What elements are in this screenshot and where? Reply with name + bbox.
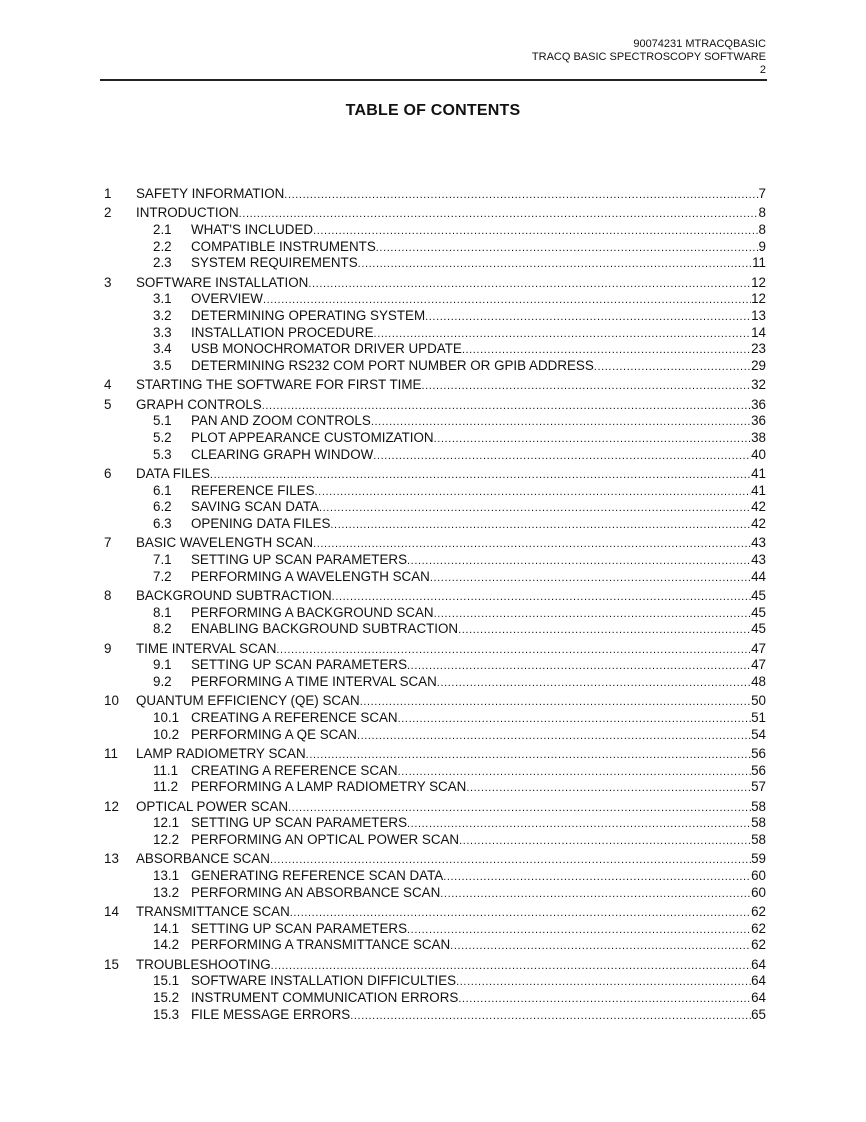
dot-leader [398, 711, 751, 728]
toc-chapter-entry[interactable] [0, 377, 866, 394]
toc-entry-line [191, 605, 766, 623]
toc-chapter-entry[interactable] [0, 588, 866, 605]
toc-entry-title: WHAT'S INCLUDED [191, 221, 314, 237]
toc-section-entry[interactable] [0, 358, 866, 375]
toc-chapter-entry[interactable] [0, 641, 866, 658]
toc-entry-title: INSTALLATION PROCEDURE [191, 324, 374, 340]
toc-entry-page: 43 [751, 535, 766, 551]
toc-entry-title: PAN AND ZOOM CONTROLS [191, 413, 371, 429]
toc-entry-page: 57 [751, 779, 766, 795]
toc-section-entry[interactable] [0, 325, 866, 342]
toc-entry-line [191, 341, 766, 359]
toc-section-entry[interactable] [0, 413, 866, 430]
toc-entry-number: 7.1 [153, 552, 172, 567]
toc-entry-line [191, 727, 766, 745]
toc-entry-page: 56 [751, 762, 766, 778]
dot-leader [407, 658, 751, 675]
toc-entry-line [191, 358, 766, 376]
toc-entry-line [191, 779, 766, 797]
toc-entry-line [191, 499, 766, 517]
toc-entry-line [191, 308, 766, 326]
toc-entry-line [136, 535, 766, 553]
toc-entry-line [191, 621, 766, 639]
dot-leader [319, 500, 751, 517]
toc-entry-line [191, 516, 766, 534]
dot-leader [263, 292, 751, 309]
toc-entry-title: PERFORMING A WAVELENGTH SCAN [191, 568, 430, 584]
toc-section-entry[interactable] [0, 727, 866, 744]
toc-entry-number: 10 [104, 693, 119, 709]
dot-leader [313, 536, 751, 553]
toc-entry-page: 12 [751, 291, 766, 307]
toc-section-entry[interactable] [0, 815, 866, 832]
toc-entry-number: 15.2 [153, 989, 180, 1005]
dot-leader [284, 187, 758, 204]
toc-entry-page: 47 [751, 657, 766, 673]
toc-entry-title: QUANTUM EFFICIENCY (QE) SCAN [136, 693, 360, 709]
toc-entry-line [191, 430, 766, 448]
toc-entry-title: CREATING A REFERENCE SCAN [191, 762, 398, 778]
toc-section-entry[interactable] [0, 885, 866, 902]
dot-leader [407, 553, 751, 570]
toc-entry-page: 36 [751, 396, 766, 412]
toc-entry-title: SAFETY INFORMATION [136, 186, 285, 201]
dot-leader [358, 256, 752, 273]
toc-section-entry[interactable] [0, 255, 866, 272]
dot-leader [276, 642, 751, 659]
toc-entry-title: SETTING UP SCAN PARAMETERS [191, 657, 408, 673]
toc-entry-title: SOFTWARE INSTALLATION [136, 274, 309, 290]
toc-entry-line [136, 799, 766, 817]
toc-entry-page: 45 [751, 621, 766, 637]
toc-chapter-entry[interactable] [0, 535, 866, 552]
toc-entry-page: 45 [751, 587, 766, 603]
toc-entry-page: 48 [751, 674, 766, 689]
toc-entry-number: 11.2 [153, 779, 179, 795]
toc-entry-number: 13.2 [153, 884, 180, 900]
toc-entry-line [136, 641, 766, 659]
dot-leader [360, 694, 751, 711]
toc-entry-line [191, 832, 766, 850]
toc-entry-number: 3.3 [153, 324, 172, 340]
toc-entry-number: 2.3 [153, 255, 172, 271]
toc-entry-number: 6.3 [153, 516, 172, 532]
toc-section-entry[interactable] [0, 710, 866, 727]
toc-entry-number: 4 [104, 377, 112, 393]
toc-entry-line [191, 763, 766, 781]
toc-section-entry[interactable] [0, 921, 866, 938]
toc-entry-number: 11 [104, 745, 118, 761]
toc-entry-page: 51 [751, 709, 766, 725]
toc-section-entry[interactable] [0, 499, 866, 516]
toc-entry-line [136, 588, 766, 606]
dot-leader [330, 517, 751, 534]
header-rule [100, 79, 767, 81]
toc-entry-title: SETTING UP SCAN PARAMETERS [191, 552, 408, 567]
toc-entry-number: 5.2 [153, 430, 172, 445]
toc-entry-title: COMPATIBLE INSTRUMENTS [191, 238, 376, 254]
page-number: 2 [759, 64, 766, 76]
toc-entry-title: TROUBLESHOOTING [136, 956, 271, 972]
toc-entry-title: PERFORMING AN ABSORBANCE SCAN [191, 884, 441, 900]
toc-entry-number: 14 [104, 903, 119, 919]
toc-entry-line [191, 868, 766, 886]
toc-entry-line [136, 904, 766, 922]
toc-section-entry[interactable] [0, 990, 866, 1007]
toc-entry-number: 12 [104, 798, 119, 814]
dot-leader [430, 570, 751, 587]
toc-chapter-entry[interactable] [0, 275, 866, 292]
toc-entry-line [136, 205, 766, 223]
toc-entry-page: 60 [751, 884, 766, 900]
toc-entry-number: 6 [104, 465, 112, 481]
toc-entry-page: 64 [751, 989, 766, 1005]
toc-entry-line [136, 957, 766, 975]
toc-section-entry[interactable] [0, 308, 866, 325]
dot-leader [308, 276, 751, 293]
toc-entry-page: 58 [751, 798, 766, 814]
toc-section-entry[interactable] [0, 868, 866, 885]
toc-entry-page: 43 [751, 552, 766, 567]
toc-section-entry[interactable] [0, 973, 866, 990]
toc-entry-number: 5.3 [153, 446, 172, 462]
toc-section-entry[interactable] [0, 239, 866, 256]
toc-entry-line [136, 693, 766, 711]
dot-leader [270, 852, 751, 869]
dot-leader [262, 398, 751, 415]
dot-leader [373, 448, 751, 465]
toc-entry-line [191, 937, 766, 955]
toc-entry-title: PLOT APPEARANCE CUSTOMIZATION [191, 430, 434, 445]
toc-entry-title: GRAPH CONTROLS [136, 396, 262, 412]
toc-section-entry[interactable] [0, 605, 866, 622]
toc-entry-line [136, 466, 766, 484]
dot-leader [313, 223, 758, 240]
dot-leader [350, 1008, 751, 1025]
toc-entry-page: 56 [751, 745, 766, 761]
toc-section-entry[interactable] [0, 291, 866, 308]
toc-entry-number: 7 [104, 535, 112, 551]
toc-entry-number: 15.1 [153, 973, 180, 989]
toc-entry-line [191, 239, 766, 257]
toc-entry-number: 5.1 [153, 413, 172, 429]
toc-entry-line [136, 397, 766, 415]
toc-entry-number: 13 [104, 851, 119, 867]
toc-entry-title: OVERVIEW [191, 291, 263, 307]
dot-leader [357, 728, 751, 745]
toc-entry-page: 60 [751, 867, 766, 883]
toc-entry-number: 8.1 [153, 604, 172, 620]
toc-entry-line [136, 275, 766, 293]
toc-entry-number: 9 [104, 640, 112, 656]
toc-entry-number: 9.2 [153, 674, 172, 689]
dot-leader [315, 484, 752, 501]
toc-entry-page: 12 [751, 274, 766, 290]
toc-section-entry[interactable] [0, 552, 866, 569]
toc-chapter-entry[interactable] [0, 851, 866, 868]
toc-entry-page: 62 [751, 920, 766, 936]
toc-entry-line [191, 674, 766, 692]
toc-entry-page: 44 [751, 568, 766, 584]
toc-entry-title: DATA FILES [136, 465, 210, 481]
toc-entry-number: 11.1 [153, 762, 179, 778]
dot-leader [462, 342, 751, 359]
toc-entry-line [191, 255, 766, 273]
toc-entry-line [191, 815, 766, 833]
dot-leader [374, 326, 752, 343]
toc-entry-title: PERFORMING A LAMP RADIOMETRY SCAN [191, 779, 467, 795]
toc-entry-title: OPTICAL POWER SCAN [136, 798, 289, 814]
toc-entry-line [191, 413, 766, 431]
toc-section-entry[interactable] [0, 657, 866, 674]
toc-entry-line [191, 569, 766, 587]
toc-entry-page: 64 [751, 956, 766, 972]
toc-entry-page: 62 [751, 903, 766, 919]
toc-entry-page: 11 [752, 255, 766, 271]
toc-entry-title: GENERATING REFERENCE SCAN DATA [191, 867, 444, 883]
document-title: TRACQ BASIC SPECTROSCOPY SOFTWARE [531, 51, 766, 63]
toc-chapter-entry[interactable] [0, 799, 866, 816]
dot-leader [407, 922, 751, 939]
toc-entry-page: 54 [751, 726, 766, 742]
toc-entry-page: 13 [751, 308, 766, 323]
toc-entry-page: 58 [751, 831, 766, 847]
toc-entry-title: TRANSMITTANCE SCAN [136, 903, 290, 919]
toc-section-entry[interactable] [0, 1007, 866, 1024]
toc-entry-number: 3.2 [153, 308, 172, 323]
toc-entry-line [191, 222, 766, 240]
toc-section-entry[interactable] [0, 447, 866, 464]
toc-entry-line [136, 851, 766, 869]
dot-leader [443, 869, 751, 886]
toc-entry-number: 15.3 [153, 1006, 180, 1022]
toc-entry-number: 2.1 [153, 221, 172, 237]
dot-leader [425, 309, 751, 326]
toc-entry-title: LAMP RADIOMETRY SCAN [136, 745, 306, 761]
toc-entry-line [191, 552, 766, 570]
dot-leader [421, 378, 751, 395]
toc-chapter-entry[interactable] [0, 904, 866, 921]
toc-entry-line [191, 483, 766, 501]
toc-entry-number: 3.1 [153, 291, 172, 307]
toc-entry-page: 29 [751, 358, 766, 374]
toc-entry-line [191, 990, 766, 1008]
toc-entry-page: 62 [751, 937, 766, 953]
dot-leader [407, 816, 751, 833]
toc-entry-line [191, 447, 766, 465]
dot-leader [456, 974, 751, 991]
toc-entry-page: 42 [751, 516, 766, 532]
dot-leader [398, 764, 751, 781]
dot-leader [450, 938, 751, 955]
toc-chapter-entry[interactable] [0, 957, 866, 974]
toc-entry-title: OPENING DATA FILES [191, 516, 331, 532]
toc-entry-line [136, 186, 766, 204]
toc-entry-page: 9 [758, 238, 766, 254]
toc-entry-number: 12.1 [153, 815, 180, 831]
toc-entry-page: 8 [758, 221, 766, 237]
toc-entry-page: 8 [758, 205, 766, 221]
toc-entry-number: 14.1 [153, 920, 180, 936]
toc-entry-title: SAVING SCAN DATA [191, 499, 319, 515]
toc-entry-title: INTRODUCTION [136, 205, 239, 221]
toc-entry-page: 42 [751, 499, 766, 515]
toc-entry-title: SETTING UP SCAN PARAMETERS [191, 920, 408, 936]
dot-leader [306, 747, 751, 764]
toc-entry-title: ENABLING BACKGROUND SUBTRACTION [191, 621, 459, 637]
toc-entry-number: 15 [104, 956, 119, 972]
toc-entry-number: 3.5 [153, 358, 172, 374]
toc-entry-number: 9.1 [153, 657, 172, 673]
toc-entry-line [136, 377, 766, 395]
toc-entry-number: 7.2 [153, 568, 172, 584]
running-header [366, 38, 766, 77]
toc-entry-page: 36 [751, 413, 766, 429]
toc-entry-title: DETERMINING OPERATING SYSTEM [191, 308, 426, 323]
toc-entry-title: PERFORMING AN OPTICAL POWER SCAN [191, 831, 460, 847]
toc-entry-title: REFERENCE FILES [191, 482, 315, 498]
toc-entry-page: 14 [751, 324, 766, 340]
toc-entry-number: 2 [104, 205, 112, 221]
toc-chapter-entry[interactable] [0, 397, 866, 414]
dot-leader [466, 780, 751, 797]
toc-entry-title: PERFORMING A BACKGROUND SCAN [191, 604, 434, 620]
toc-entry-title: SETTING UP SCAN PARAMETERS [191, 815, 408, 831]
page-title: TABLE OF CONTENTS [345, 102, 521, 119]
dot-leader [440, 886, 751, 903]
toc-entry-page: 7 [758, 186, 766, 201]
toc-entry-page: 58 [751, 815, 766, 831]
dot-leader [210, 467, 751, 484]
dot-leader [459, 833, 751, 850]
toc-entry-line [191, 657, 766, 675]
toc-entry-number: 10.1 [153, 709, 180, 725]
toc-entry-title: TIME INTERVAL SCAN [136, 640, 277, 656]
toc-section-entry[interactable] [0, 222, 866, 239]
toc-entry-title: DETERMINING RS232 COM PORT NUMBER OR GPIB ADDRESS [191, 358, 594, 374]
toc-entry-line [191, 921, 766, 939]
toc-section-entry[interactable] [0, 516, 866, 533]
toc-section-entry[interactable] [0, 779, 866, 796]
dot-leader [594, 359, 751, 376]
toc-entry-line [191, 885, 766, 903]
toc-entry-number: 12.2 [153, 831, 180, 847]
dot-leader [437, 675, 751, 692]
toc-entry-number: 5 [104, 396, 112, 412]
toc-entry-number: 2.2 [153, 238, 172, 254]
toc-entry-page: 38 [751, 430, 766, 445]
toc-entry-title: CREATING A REFERENCE SCAN [191, 709, 398, 725]
toc-section-entry[interactable] [0, 763, 866, 780]
toc-entry-title: SYSTEM REQUIREMENTS [191, 255, 358, 271]
toc-section-entry[interactable] [0, 937, 866, 954]
toc-entry-page: 23 [751, 341, 766, 357]
toc-entry-title: PERFORMING A QE SCAN [191, 726, 357, 742]
toc-entry-title: STARTING THE SOFTWARE FOR FIRST TIME [136, 377, 422, 393]
toc-chapter-entry[interactable] [0, 186, 866, 203]
toc-entry-page: 45 [751, 604, 766, 620]
dot-leader [434, 431, 752, 448]
toc-entry-number: 14.2 [153, 937, 180, 953]
toc-entry-title: PERFORMING A TIME INTERVAL SCAN [191, 674, 437, 689]
dot-leader [332, 589, 751, 606]
toc-entry-page: 32 [751, 377, 766, 393]
toc-chapter-entry[interactable] [0, 205, 866, 222]
toc-entry-page: 41 [751, 482, 766, 498]
toc-entry-line [191, 1007, 766, 1025]
toc-entry-line [136, 746, 766, 764]
toc-entry-line [191, 710, 766, 728]
dot-leader [288, 800, 751, 817]
toc-entry-number: 6.1 [153, 482, 172, 498]
dot-leader [434, 606, 752, 623]
toc-entry-line [191, 973, 766, 991]
toc-entry-page: 40 [751, 446, 766, 462]
toc-section-entry[interactable] [0, 341, 866, 358]
toc-chapter-entry[interactable] [0, 746, 866, 763]
toc-entry-title: USB MONOCHROMATOR DRIVER UPDATE [191, 341, 462, 357]
dot-leader [371, 414, 751, 431]
dot-leader [239, 206, 759, 223]
dot-leader [290, 905, 751, 922]
toc-entry-page: 47 [751, 640, 766, 656]
toc-entry-number: 1 [104, 186, 112, 201]
toc-entry-title: CLEARING GRAPH WINDOW [191, 446, 374, 462]
toc-chapter-entry[interactable] [0, 693, 866, 710]
toc-entry-title: ABSORBANCE SCAN [136, 851, 270, 867]
toc-entry-line [191, 325, 766, 343]
toc-chapter-entry[interactable] [0, 466, 866, 483]
toc-entry-number: 13.1 [153, 867, 180, 883]
toc-entry-page: 59 [751, 851, 766, 867]
toc-entry-page: 50 [751, 693, 766, 709]
toc-entry-number: 3 [104, 274, 112, 290]
table-of-contents [0, 186, 866, 1023]
toc-entry-title: BACKGROUND SUBTRACTION [136, 587, 332, 603]
toc-entry-page: 41 [751, 465, 766, 481]
toc-section-entry[interactable] [0, 430, 866, 447]
toc-section-entry[interactable] [0, 621, 866, 638]
toc-entry-page: 64 [751, 973, 766, 989]
toc-entry-title: BASIC WAVELENGTH SCAN [136, 535, 314, 551]
toc-entry-number: 8.2 [153, 621, 172, 637]
dot-leader [458, 991, 751, 1008]
toc-entry-number: 3.4 [153, 341, 172, 357]
toc-section-entry[interactable] [0, 674, 866, 691]
dot-leader [271, 958, 751, 975]
toc-entry-number: 6.2 [153, 499, 172, 515]
toc-section-entry[interactable] [0, 569, 866, 586]
document-id: 90074231 MTRACQBASIC [633, 38, 766, 50]
toc-section-entry[interactable] [0, 832, 866, 849]
toc-entry-title: FILE MESSAGE ERRORS [191, 1006, 351, 1022]
toc-entry-number: 10.2 [153, 726, 180, 742]
toc-entry-page: 65 [751, 1006, 766, 1022]
toc-entry-title: SOFTWARE INSTALLATION DIFFICULTIES [191, 973, 457, 989]
toc-entry-title: INSTRUMENT COMMUNICATION ERRORS [191, 989, 459, 1005]
toc-entry-title: PERFORMING A TRANSMITTANCE SCAN [191, 937, 451, 953]
dot-leader [458, 622, 751, 639]
toc-entry-number: 8 [104, 587, 112, 603]
toc-section-entry[interactable] [0, 483, 866, 500]
dot-leader [376, 240, 759, 257]
toc-entry-line [191, 291, 766, 309]
